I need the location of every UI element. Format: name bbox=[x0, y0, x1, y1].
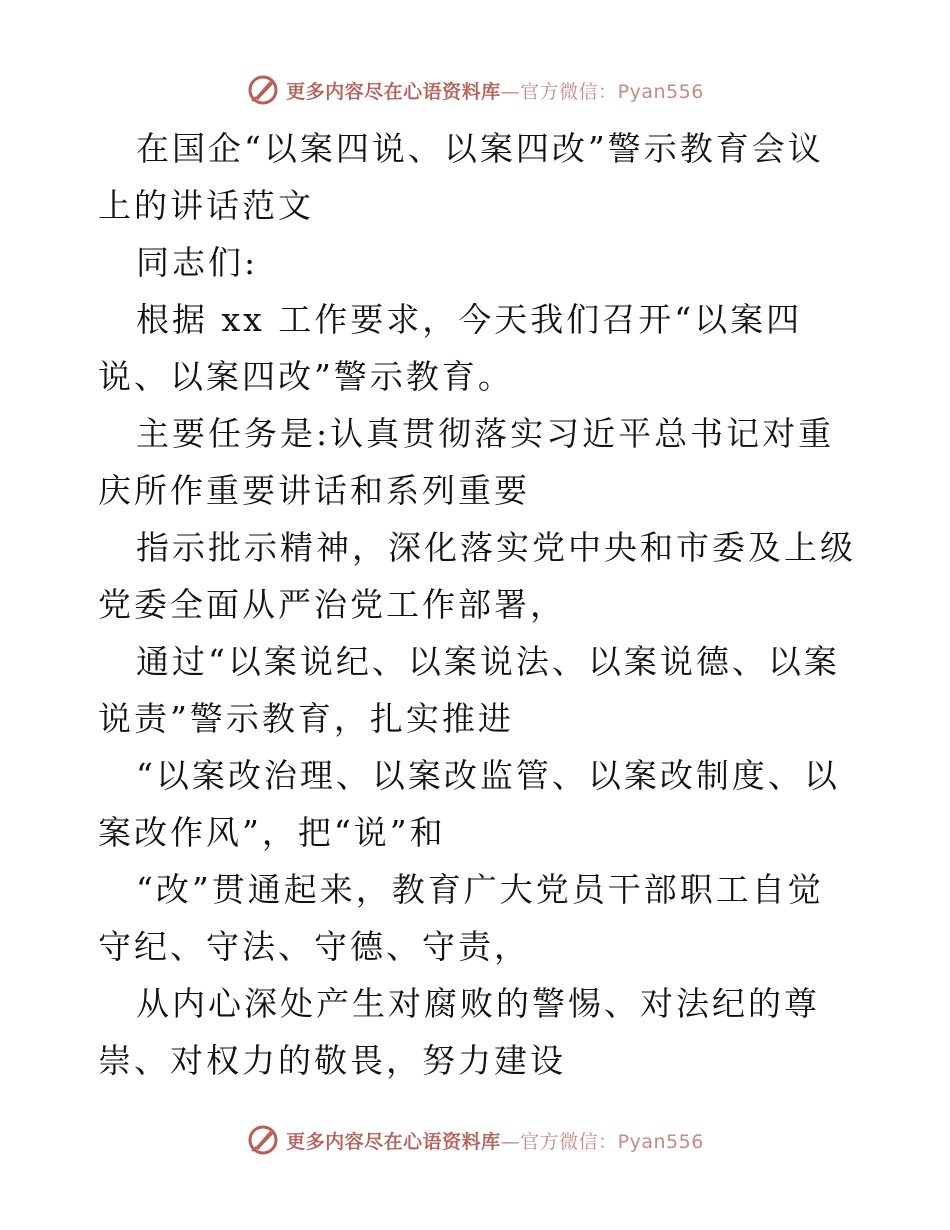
paragraph: “改”贯通起来，教育广大党员干部职工自觉守纪、守法、守德、守责， bbox=[98, 870, 824, 966]
banner-main-text: 更多内容尽在心语资料库 bbox=[286, 1130, 501, 1153]
banner-main-text: 更多内容尽在心语资料库 bbox=[286, 80, 501, 103]
banner-separator: — bbox=[500, 80, 521, 103]
banner-wechat-text: 官方微信：Pyan556 bbox=[520, 1130, 704, 1153]
quill-pen-circle-icon bbox=[246, 1123, 280, 1157]
header-banner bbox=[0, 70, 950, 110]
paragraph: 主要任务是:认真贯彻落实习近平总书记对重庆所作重要讲话和系列重要 bbox=[98, 414, 835, 510]
footer-banner bbox=[0, 1120, 950, 1160]
quill-pen-circle-icon bbox=[246, 73, 280, 107]
paragraph: 从内心深处产生对腐败的警惕、对法纪的尊崇、对权力的敬畏，努力建设 bbox=[98, 984, 820, 1080]
document-title: 在国企“以案四说、以案四改”警示教育会议上的讲话范文 bbox=[98, 129, 824, 225]
paragraph: 根据 xx 工作要求，今天我们召开“以案四说、以案四改”警示教育。 bbox=[98, 300, 803, 396]
paragraph: 指示批示精神，深化落实党中央和市委及上级党委全面从严治党工作部署， bbox=[98, 528, 856, 624]
document-body bbox=[98, 120, 858, 1089]
paragraph: “以案改治理、以案改监管、以案改制度、以案改作风”，把“说”和 bbox=[98, 756, 840, 852]
salutation: 同志们: bbox=[136, 243, 259, 282]
banner-separator: — bbox=[500, 1130, 521, 1153]
paragraph: 通过“以案说纪、以案说法、以案说德、以案说责”警示教育，扎实推进 bbox=[98, 642, 840, 738]
banner-wechat-text: 官方微信：Pyan556 bbox=[520, 80, 704, 103]
